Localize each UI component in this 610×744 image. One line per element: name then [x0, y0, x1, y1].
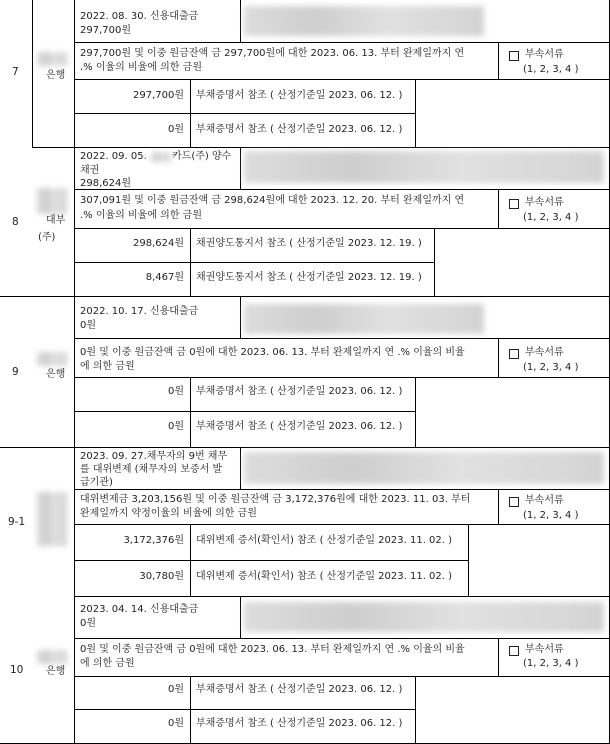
amount: 0원: [167, 421, 184, 432]
claim-description: 297,700원 및 이중 원금잔액 금 297,700원에 대한 2023. 06. 13. 부터 완제일까지 연: [80, 48, 465, 59]
loan-info: 를 대위변제 (채무자의 보증서 발: [80, 464, 223, 475]
loan-amount: 0원: [80, 320, 97, 331]
amount: 3,172,376원: [123, 535, 184, 546]
divider: [498, 489, 499, 524]
divider: [240, 0, 241, 42]
divider: [415, 79, 416, 147]
amount: 0원: [167, 386, 184, 397]
attachment-label: 부속서류: [525, 495, 564, 506]
divider: [240, 447, 241, 489]
loan-info: 2022. 10. 17. 신용대출금: [80, 306, 199, 317]
amount-note: 부채증명서 참조 ( 산정기준일 2023. 06. 12. ): [196, 718, 403, 729]
row-number: 9: [12, 366, 19, 378]
divider: [74, 113, 415, 114]
amount-note: 부채증명서 참조 ( 산정기준일 2023. 06. 12. ): [196, 421, 403, 432]
attachment-checkbox[interactable]: [509, 51, 519, 61]
amount: 30,780원: [139, 571, 184, 582]
loan-info: 2023. 09. 27.채무자의 9번 채무: [80, 451, 228, 462]
claim-description: 대위변제금 3,203,156원 및 이중 원금잔액 금 3,172,376원에 대한 2023. 11. 03. 부터: [80, 494, 471, 505]
divider: [32, 147, 609, 148]
claim-description: .% 이율의 비율에 의한 금원: [80, 62, 202, 73]
attachment-label: 부속서류: [525, 347, 564, 358]
amount-note: 부채증명서 참조 ( 산정기준일 2023. 06. 12. ): [196, 684, 403, 695]
divider: [240, 147, 241, 189]
redacted-field: [244, 304, 484, 334]
redacted-bank-name: [37, 492, 67, 546]
divider: [74, 560, 468, 561]
amount-note: 채권양도통지서 참조 ( 산정기준일 2023. 12. 19. ): [196, 272, 422, 283]
amount: 0원: [167, 684, 184, 695]
divider: [498, 42, 499, 79]
amount-note: 대위변제 증서(확인서) 참조 ( 산정기준일 2023. 11. 02. ): [196, 571, 453, 582]
claim-description: 0원 및 이중 원금잔액 금 0원에 대한 2023. 06. 13. 부터 완제일까지 연 .% 이율의 비율: [80, 644, 465, 655]
redacted-field: [244, 151, 604, 183]
divider: [74, 411, 415, 412]
creditor-name: 대부: [46, 215, 66, 226]
amount: 0원: [167, 124, 184, 135]
divider: [74, 489, 609, 490]
divider: [240, 296, 241, 338]
redacted-field: [244, 602, 604, 632]
attachment-label: 부속서류: [525, 197, 564, 208]
amount: 0원: [167, 718, 184, 729]
attachment-numbers: (1, 2, 3, 4 ): [523, 212, 579, 223]
divider: [190, 377, 191, 447]
loan-amount: 298,624원: [80, 178, 132, 189]
redacted-field: [244, 452, 604, 484]
divider: [74, 42, 609, 43]
loan-info: 급기관): [80, 477, 113, 488]
divider: [74, 262, 434, 263]
divider: [74, 524, 609, 525]
divider: [74, 377, 609, 378]
amount: 297,700원: [132, 90, 184, 101]
divider: [74, 338, 609, 339]
claim-description: 0원 및 이중 원금잔액 금 0원에 대한 2023. 06. 13. 부터 완제일까지 연 .% 이율의 비율: [80, 347, 465, 358]
attachment-numbers: (1, 2, 3, 4 ): [523, 362, 579, 373]
divider: [74, 596, 609, 597]
attachment-checkbox[interactable]: [509, 349, 519, 359]
attachment-label: 부속서류: [525, 644, 564, 655]
attachment-numbers: (1, 2, 3, 4 ): [523, 64, 579, 75]
divider: [74, 0, 75, 743]
loan-info: 2022. 08. 30. 신용대출금: [80, 11, 199, 22]
row-number: 10: [10, 664, 24, 676]
row-number: 8: [12, 216, 19, 228]
amount: 8,467원: [145, 272, 184, 283]
attachment-checkbox[interactable]: [509, 199, 519, 209]
amount-note: 부채증명서 참조 ( 산정기준일 2023. 06. 12. ): [196, 386, 403, 397]
divider: [74, 638, 609, 639]
claim-description: 완제일까지 약정이율의 비율에 의한 금원: [80, 508, 257, 519]
attachment-numbers: (1, 2, 3, 4 ): [523, 658, 579, 669]
loan-info: 채권: [80, 165, 100, 176]
loan-info: 2022. 09. 05.: [80, 151, 147, 162]
amount-note: 대위변제 증서(확인서) 참조 ( 산정기준일 2023. 11. 02. ): [196, 535, 453, 546]
amount-note: 부채증명서 참조 ( 산정기준일 2023. 06. 12. ): [196, 124, 403, 135]
creditor-name: 은행: [46, 70, 66, 81]
creditor-name: (주): [38, 232, 56, 243]
divider: [415, 676, 416, 743]
creditor-name: 은행: [46, 369, 66, 380]
divider: [74, 189, 609, 190]
amount: 298,624원: [132, 238, 184, 249]
amount-note: 부채증명서 참조 ( 산정기준일 2023. 06. 12. ): [196, 90, 403, 101]
claim-description: .% 이율의 비율에 의한 금원: [80, 210, 202, 221]
divider: [74, 709, 415, 710]
divider: [0, 296, 609, 297]
claim-description: 에 의한 금원: [80, 658, 135, 669]
redacted-bank-name: [37, 650, 67, 664]
redacted-field: [151, 152, 171, 162]
amount-note: 채권양도통지서 참조 ( 산정기준일 2023. 12. 19. ): [196, 238, 422, 249]
row-number: 9-1: [8, 516, 26, 528]
loan-info: 카드(주) 양수: [172, 151, 232, 162]
divider: [0, 447, 609, 448]
redacted-field: [244, 6, 484, 36]
divider: [32, 0, 33, 147]
divider: [415, 377, 416, 447]
redacted-bank-name: [37, 188, 67, 214]
divider: [498, 338, 499, 377]
attachment-checkbox[interactable]: [509, 497, 519, 507]
claim-description: 307,091원 및 이중 원금잔액 금 298,624원에 대한 2023. 12. 20. 부터 완제일까지 연: [80, 195, 465, 206]
creditor-name: 은행: [46, 666, 66, 677]
claim-description: 에 의한 금원: [80, 361, 135, 372]
divider: [498, 189, 499, 228]
divider: [74, 79, 609, 80]
attachment-label: 부속서류: [525, 49, 564, 60]
divider: [74, 676, 609, 677]
divider: [74, 228, 609, 229]
divider: [468, 524, 469, 596]
redacted-bank-name: [37, 352, 67, 366]
attachment-numbers: (1, 2, 3, 4 ): [523, 510, 579, 521]
loan-amount: 0원: [80, 618, 97, 629]
row-number: 7: [12, 66, 19, 78]
divider: [434, 228, 435, 296]
redacted-bank-name: [37, 52, 67, 66]
attachment-checkbox[interactable]: [509, 646, 519, 656]
loan-info: 2023. 04. 14. 신용대출금: [80, 604, 199, 615]
divider: [498, 638, 499, 676]
loan-amount: 297,700원: [80, 25, 132, 36]
divider: [240, 596, 241, 638]
